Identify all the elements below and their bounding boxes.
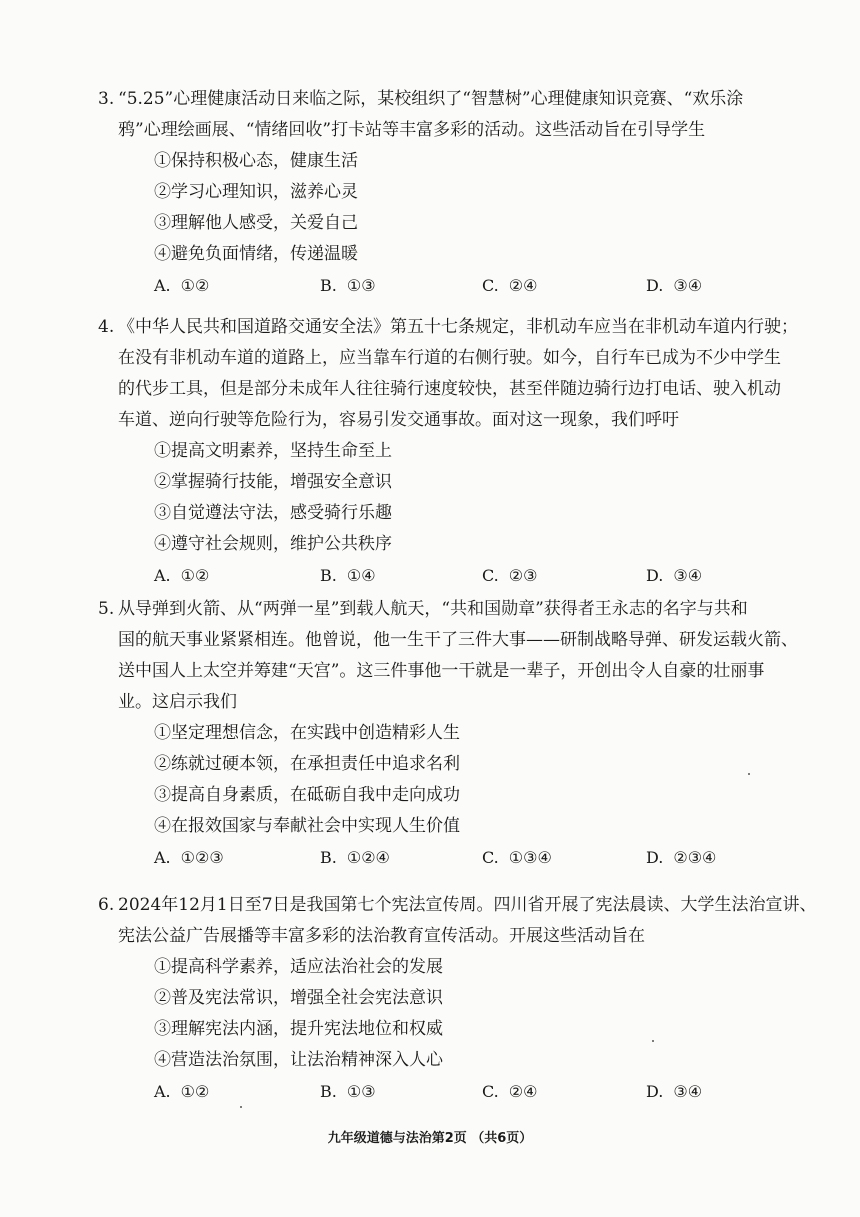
question-5 xyxy=(98,594,838,873)
statement-option: ①保持积极心态，健康生活 xyxy=(154,151,358,171)
statement-option: ②掌握骑行技能，增强安全意识 xyxy=(154,472,392,492)
answer-choices xyxy=(154,1076,838,1107)
question-stem: 鸦”心理绘画展、“情绪回收”打卡站等丰富多彩的活动。这些活动旨在引导学生 xyxy=(118,120,706,140)
choice-c: C. ①③④ xyxy=(482,848,552,867)
statement-option: ②练就过硬本领，在承担责任中追求名利 xyxy=(154,754,460,774)
question-stem: 从导弹到火箭、从“两弹一星”到载人航天，“共和国勋章”获得者王永志的名字与共和 xyxy=(118,599,748,619)
scan-speck xyxy=(652,1040,654,1042)
question-4 xyxy=(98,312,838,591)
question-stem: 的代步工具，但是部分未成年人往往骑行速度较快，甚至伴随边骑行边打电话、驶入机动 xyxy=(118,379,781,399)
question-stem: 国的航天事业紧紧相连。他曾说，他一生干了三件大事——研制战略导弹、研发运载火箭、 xyxy=(118,630,798,650)
question-stem: 业。这启示我们 xyxy=(118,692,237,712)
statement-option: ③理解宪法内涵，提升宪法地位和权威 xyxy=(154,1019,443,1039)
scan-speck xyxy=(240,1106,242,1108)
choice-d: D. ③④ xyxy=(646,276,703,295)
question-stem: 2024年12月1日至7日是我国第七个宪法宣传周。四川省开展了宪法晨读、大学生法治宣讲、 xyxy=(118,895,817,915)
question-3 xyxy=(98,84,838,301)
choice-a: A. ①②③ xyxy=(154,848,224,867)
question-number: 4. xyxy=(98,317,115,337)
statement-option: ④遵守社会规则，维护公共秩序 xyxy=(154,534,392,554)
answer-choices xyxy=(154,270,838,301)
question-stem: 送中国人上太空并筹建“天宫”。这三件事他一干就是一辈子，开创出令人自豪的壮丽事 xyxy=(118,661,765,681)
statement-option: ④营造法治氛围，让法治精神深入人心 xyxy=(154,1050,443,1070)
choice-c: C. ②④ xyxy=(482,276,538,295)
statement-option: ①提高科学素养，适应法治社会的发展 xyxy=(154,957,443,977)
question-stem: 在没有非机动车道的道路上，应当靠车行道的右侧行驶。如今，自行车已成为不少中学生 xyxy=(118,348,781,368)
choice-c: C. ②③ xyxy=(482,566,538,585)
question-stem: 《中华人民共和国道路交通安全法》第五十七条规定，非机动车应当在非机动车道内行驶； xyxy=(118,317,798,337)
choice-b: B. ①③ xyxy=(320,1082,376,1101)
statement-option: ②普及宪法常识，增强全社会宪法意识 xyxy=(154,988,443,1008)
answer-choices xyxy=(154,842,838,873)
question-stem: 车道、逆向行驶等危险行为，容易引发交通事故。面对这一现象，我们呼吁 xyxy=(118,410,679,430)
choice-d: D. ③④ xyxy=(646,1082,703,1101)
question-number: 6. xyxy=(98,895,115,915)
scan-speck xyxy=(748,773,750,775)
question-number: 3. xyxy=(98,89,115,109)
choice-a: A. ①② xyxy=(154,276,210,295)
question-stem: 宪法公益广告展播等丰富多彩的法治教育宣传活动。开展这些活动旨在 xyxy=(118,926,645,946)
statement-option: ④避免负面情绪，传递温暖 xyxy=(154,244,358,264)
choice-b: B. ①②④ xyxy=(320,848,390,867)
choice-b: B. ①④ xyxy=(320,566,376,585)
question-number: 5. xyxy=(98,599,115,619)
statement-option: ②学习心理知识，滋养心灵 xyxy=(154,182,358,202)
statement-option: ①提高文明素养，坚持生命至上 xyxy=(154,441,392,461)
choice-c: C. ②④ xyxy=(482,1082,538,1101)
choice-b: B. ①③ xyxy=(320,276,376,295)
statement-option: ①坚定理想信念，在实践中创造精彩人生 xyxy=(154,723,460,743)
choice-d: D. ③④ xyxy=(646,566,703,585)
choice-d: D. ②③④ xyxy=(646,848,717,867)
question-stem: “5.25”心理健康活动日来临之际，某校组织了“智慧树”心理健康知识竞赛、“欢乐涂 xyxy=(118,89,744,109)
page-footer: 九年级道德与法治第2页 （共6页） xyxy=(327,1131,533,1146)
statement-option: ③提高自身素质，在砥砺自我中走向成功 xyxy=(154,785,460,805)
statement-option: ④在报效国家与奉献社会中实现人生价值 xyxy=(154,816,460,836)
choice-a: A. ①② xyxy=(154,1082,210,1101)
question-6 xyxy=(98,890,838,1107)
statement-option: ③理解他人感受，关爱自己 xyxy=(154,213,358,233)
choice-a: A. ①② xyxy=(154,566,210,585)
answer-choices xyxy=(154,560,838,591)
statement-option: ③自觉遵法守法，感受骑行乐趣 xyxy=(154,503,392,523)
